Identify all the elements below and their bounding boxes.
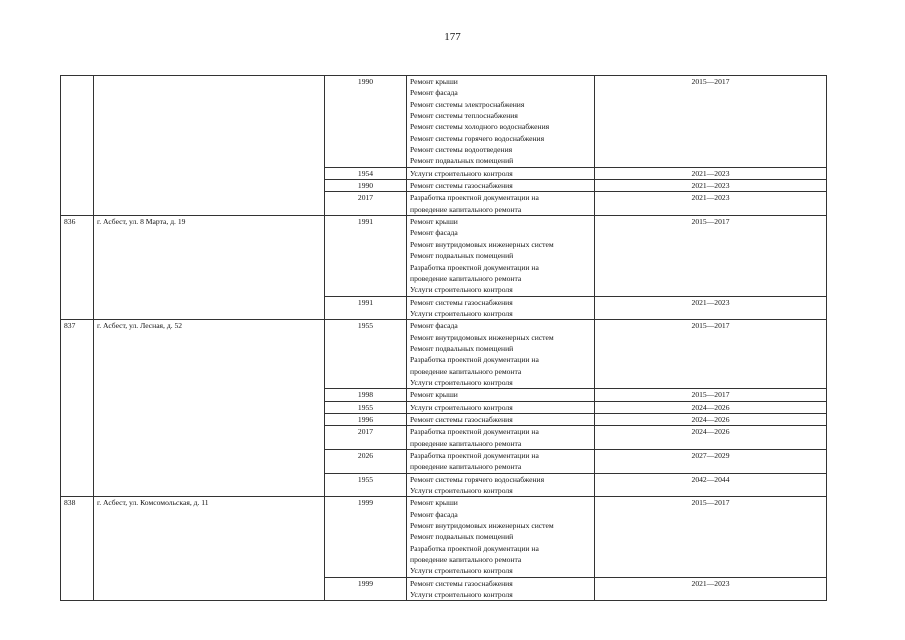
- period-cell: 2015—2017: [595, 216, 827, 296]
- works-cell: [407, 76, 595, 168]
- period-cell: 2021—2023: [595, 192, 827, 216]
- work-item: Ремонт подвальных помещений: [410, 251, 514, 261]
- year-cell: 1955: [325, 401, 407, 413]
- row-number-cell: 837: [61, 320, 94, 497]
- work-item: Ремонт фасада: [410, 509, 458, 519]
- period-cell: 2015—2017: [595, 76, 827, 168]
- work-item: Ремонт системы газоснабжения: [410, 181, 513, 191]
- period-cell: 2024—2026: [595, 413, 827, 425]
- work-item: Услуги строительного контроля: [410, 308, 513, 318]
- table-row: [61, 76, 827, 168]
- work-item: Ремонт системы газоснабжения: [410, 578, 513, 588]
- period-cell: 2021—2023: [595, 180, 827, 192]
- work-item: Услуги строительного контроля: [410, 168, 513, 178]
- work-item: Ремонт системы газоснабжения: [410, 297, 513, 307]
- year-cell: 1955: [325, 320, 407, 389]
- work-item: Ремонт системы газоснабжения: [410, 414, 513, 424]
- work-item: Ремонт крыши: [410, 390, 458, 400]
- work-item: Ремонт фасада: [410, 321, 458, 331]
- work-item: Разработка проектной документации на: [410, 543, 539, 553]
- work-item: Услуги строительного контроля: [410, 566, 513, 576]
- year-cell: 2017: [325, 192, 407, 216]
- period-cell: 2015—2017: [595, 320, 827, 389]
- period-cell: 2024—2026: [595, 426, 827, 450]
- year-cell: 1955: [325, 473, 407, 497]
- works-cell: [407, 577, 595, 601]
- year-cell: 1991: [325, 216, 407, 296]
- work-item: Услуги строительного контроля: [410, 486, 513, 496]
- address-cell: г. Асбест, ул. 8 Марта, д. 19: [94, 216, 325, 320]
- row-number-cell: 838: [61, 497, 94, 601]
- period-cell: 2021—2023: [595, 167, 827, 179]
- work-item: Услуги строительного контроля: [410, 377, 513, 387]
- works-cell: [407, 401, 595, 413]
- year-cell: 1991: [325, 296, 407, 320]
- works-cell: [407, 192, 595, 216]
- works-cell: [407, 413, 595, 425]
- work-item: Разработка проектной документации на: [410, 355, 539, 365]
- works-cell: [407, 389, 595, 401]
- work-item: проведение капитального ремонта: [410, 555, 522, 565]
- work-item: Ремонт системы холодного водоснабжения: [410, 122, 550, 132]
- work-item: проведение капитального ремонта: [410, 462, 522, 472]
- work-item: Услуги строительного контроля: [410, 590, 513, 600]
- works-cell: [407, 473, 595, 497]
- address-cell: г. Асбест, ул. Комсомольская, д. 11: [94, 497, 325, 601]
- work-item: Ремонт системы горячего водоснабжения: [410, 133, 545, 143]
- works-cell: [407, 296, 595, 320]
- work-item: Ремонт системы теплоснабжения: [410, 111, 518, 121]
- work-item: Разработка проектной документации на: [410, 193, 539, 203]
- works-cell: [407, 450, 595, 474]
- period-cell: 2021—2023: [595, 296, 827, 320]
- work-item: Разработка проектной документации на: [410, 427, 539, 437]
- work-item: Ремонт системы водоотведения: [410, 145, 513, 155]
- work-item: проведение капитального ремонта: [410, 204, 522, 214]
- year-cell: 1990: [325, 76, 407, 168]
- work-item: Ремонт подвальных помещений: [410, 156, 514, 166]
- year-cell: 1996: [325, 413, 407, 425]
- address-cell: [94, 76, 325, 216]
- page-number: 177: [444, 31, 461, 43]
- work-item: Ремонт системы электроснабжения: [410, 99, 525, 109]
- repair-schedule-table: [60, 75, 827, 601]
- work-item: Ремонт внутридомовых инженерных систем: [410, 239, 554, 249]
- work-item: Разработка проектной документации на: [410, 451, 539, 460]
- year-cell: 1954: [325, 167, 407, 179]
- work-item: Ремонт внутридомовых инженерных систем: [410, 521, 554, 531]
- work-item: проведение капитального ремонта: [410, 273, 522, 283]
- address-cell: г. Асбест, ул. Лесная, д. 52: [94, 320, 325, 497]
- work-item: Ремонт подвальных помещений: [410, 532, 514, 542]
- work-item: Услуги строительного контроля: [410, 402, 513, 412]
- works-cell: [407, 180, 595, 192]
- period-cell: 2015—2017: [595, 497, 827, 577]
- work-item: проведение капитального ремонта: [410, 366, 522, 376]
- work-item: Ремонт системы горячего водоснабжения: [410, 474, 545, 484]
- works-cell: [407, 497, 595, 577]
- works-cell: [407, 167, 595, 179]
- works-cell: [407, 320, 595, 389]
- work-item: Разработка проектной документации на: [410, 262, 539, 272]
- works-cell: [407, 216, 595, 296]
- work-item: Ремонт подвальных помещений: [410, 343, 514, 353]
- period-cell: 2024—2026: [595, 401, 827, 413]
- table-row: [61, 320, 827, 389]
- period-cell: 2027—2029: [595, 450, 827, 474]
- work-item: Ремонт крыши: [410, 77, 458, 86]
- row-number-cell: 836: [61, 216, 94, 320]
- row-number-cell: [61, 76, 94, 216]
- year-cell: 1999: [325, 577, 407, 601]
- work-item: Ремонт крыши: [410, 498, 458, 508]
- work-item: Ремонт внутридомовых инженерных систем: [410, 332, 554, 342]
- period-cell: 2042—2044: [595, 473, 827, 497]
- table-row: [61, 216, 827, 296]
- year-cell: 1998: [325, 389, 407, 401]
- year-cell: 1999: [325, 497, 407, 577]
- work-item: Услуги строительного контроля: [410, 285, 513, 295]
- work-item: проведение капитального ремонта: [410, 438, 522, 448]
- works-cell: [407, 426, 595, 450]
- period-cell: 2015—2017: [595, 389, 827, 401]
- work-item: Ремонт крыши: [410, 217, 458, 227]
- year-cell: 2026: [325, 450, 407, 474]
- work-item: Ремонт фасада: [410, 88, 458, 98]
- period-cell: 2021—2023: [595, 577, 827, 601]
- table-row: [61, 497, 827, 577]
- year-cell: 2017: [325, 426, 407, 450]
- work-item: Ремонт фасада: [410, 228, 458, 238]
- year-cell: 1990: [325, 180, 407, 192]
